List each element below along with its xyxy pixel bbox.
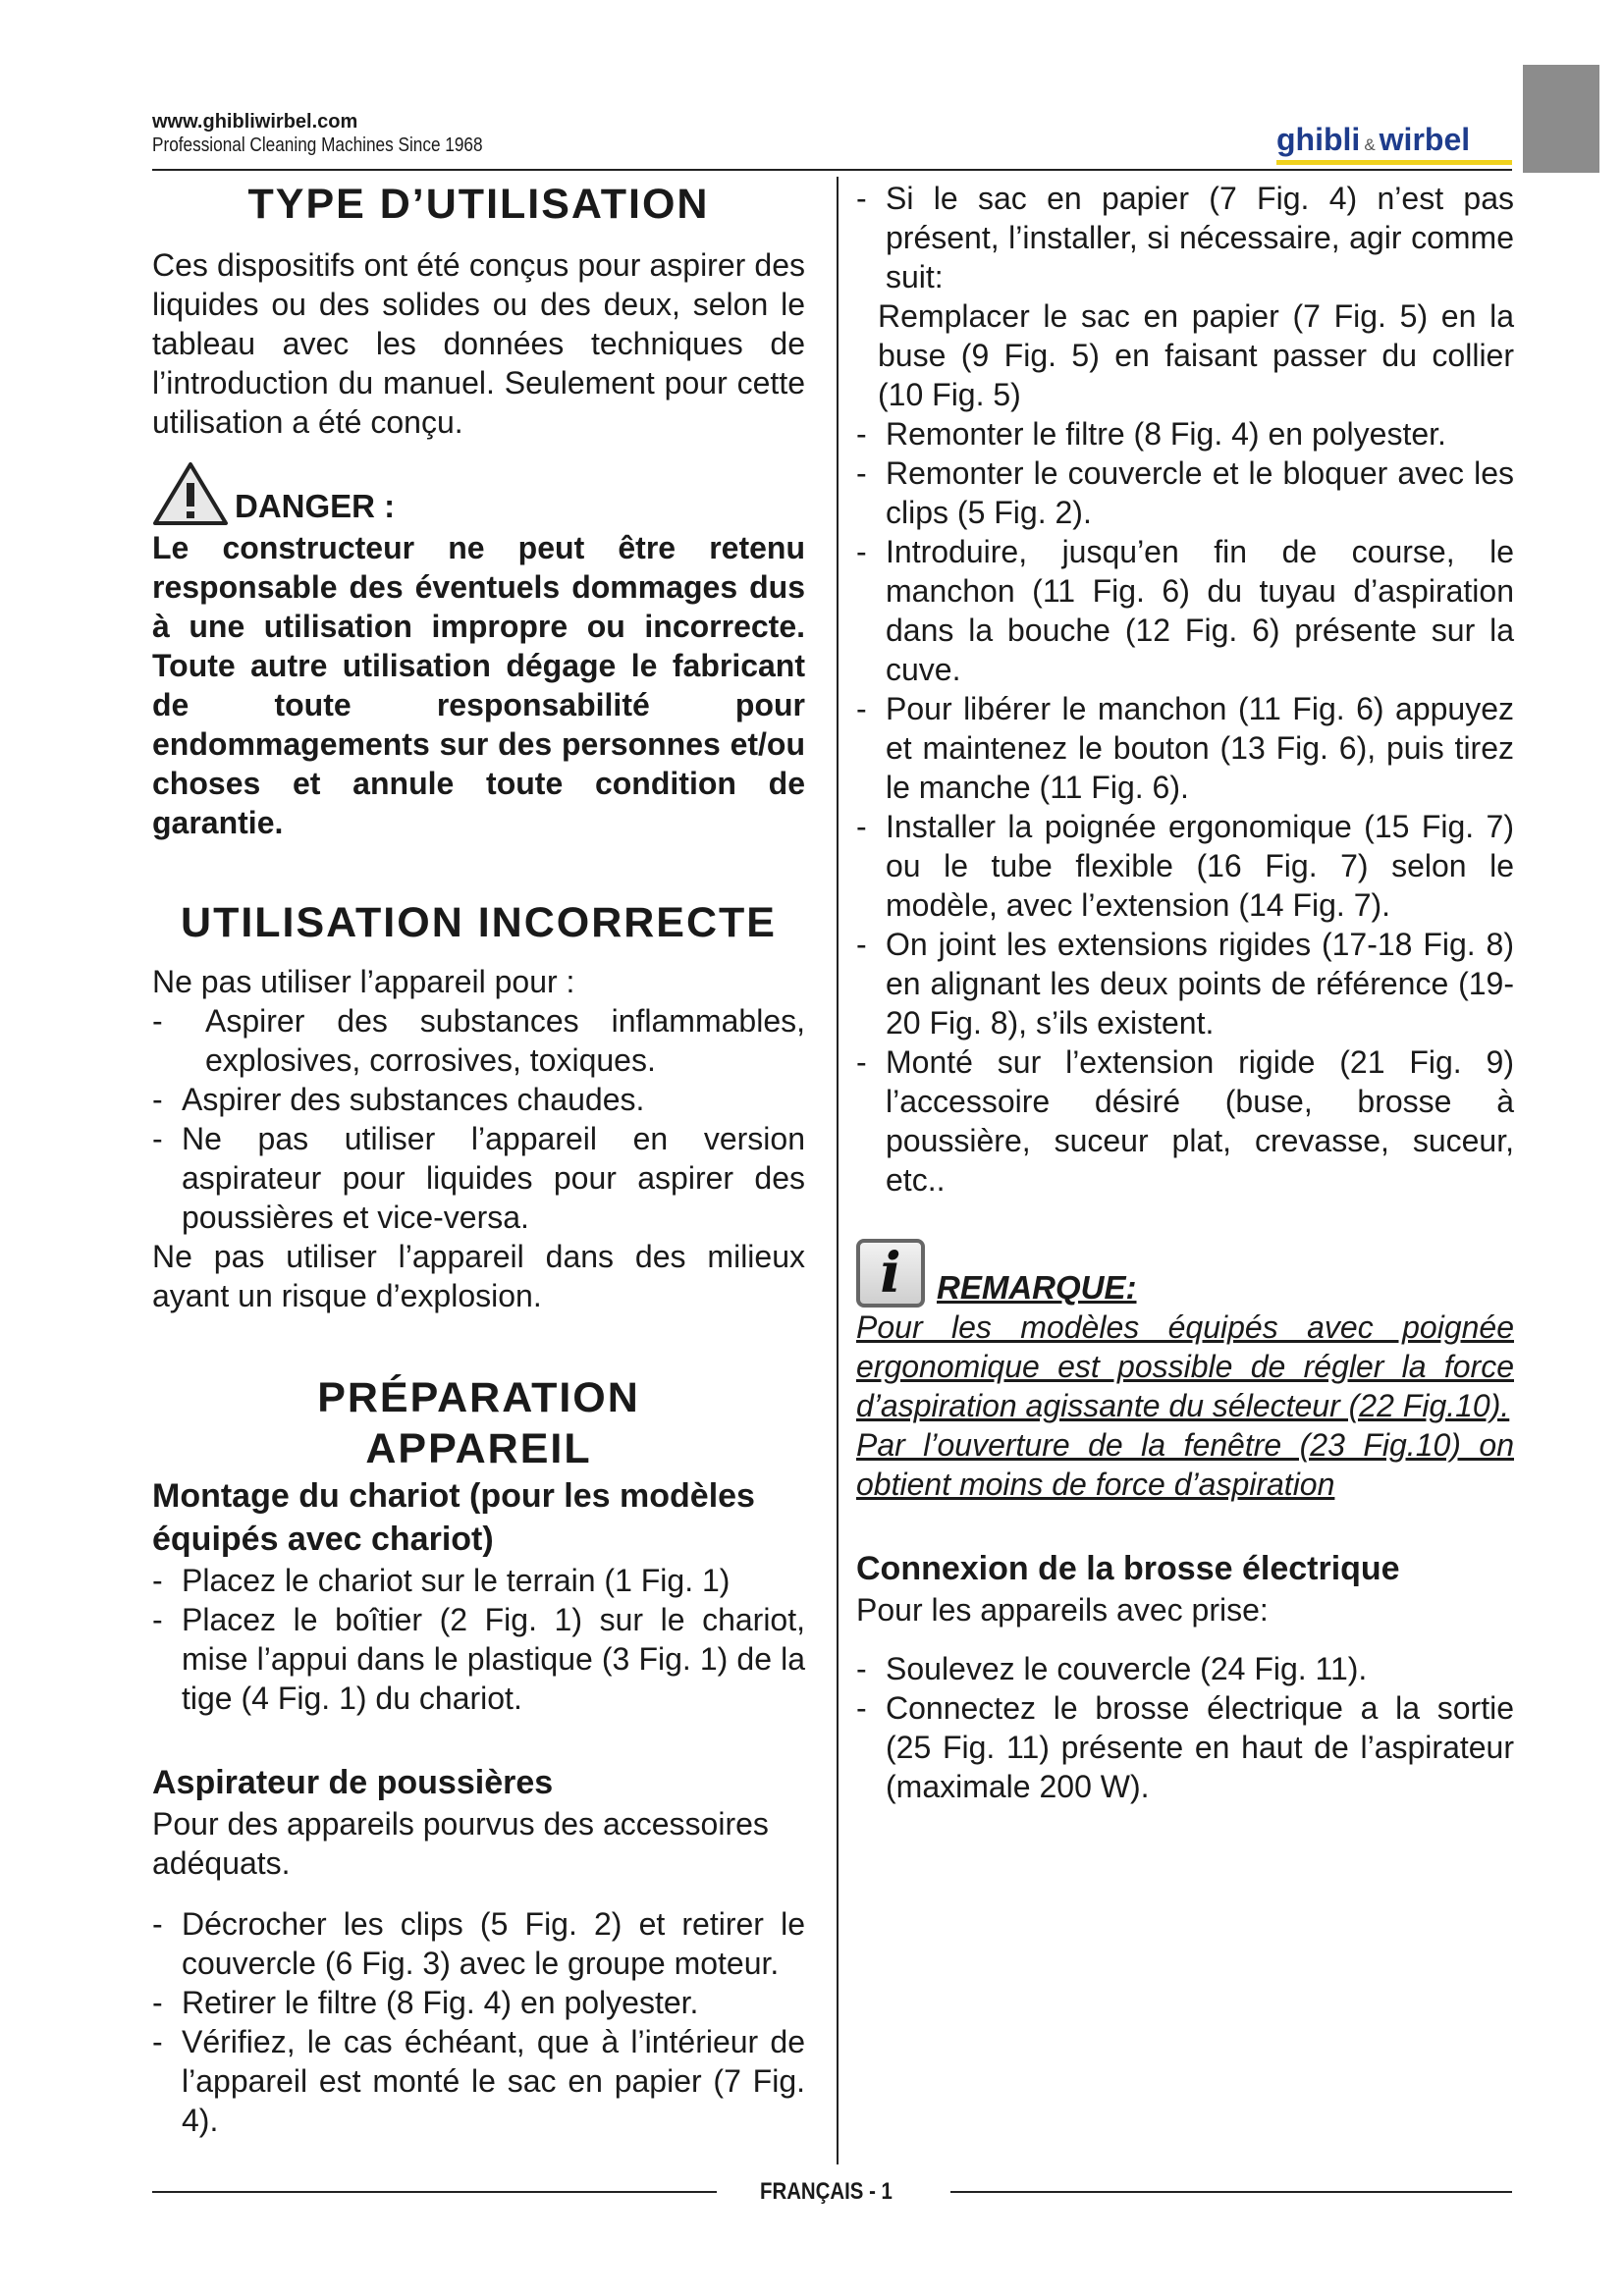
- list-item: - Décrocher les clips (5 Fig. 2) et retirer le couvercle (6 Fig. 3) avec le groupe moteur.: [152, 1906, 805, 1981]
- logo-amp: &: [1364, 135, 1376, 154]
- list-item: - Connectez le brosse électrique a la sortie (25 Fig. 11) présente en haut de l’aspirateur (maximale 200 W).: [856, 1690, 1514, 1804]
- list-item: - Aspirer des substances chaudes.: [152, 1082, 645, 1117]
- danger-label: DANGER :: [235, 488, 396, 524]
- list-item: - Remonter le couvercle et le bloquer avec les clips (5 Fig. 2).: [856, 455, 1514, 530]
- website-url: www.ghibliwirbel.com: [152, 111, 358, 133]
- list-item: - Pour libérer le manchon (11 Fig. 6) appuyez et maintenez le bouton (13 Fig. 6), puis tirez le manche (11 Fig. 6).: [856, 691, 1514, 805]
- list-item: - Placez le chariot sur le terrain (1 Fig. 1): [152, 1563, 731, 1598]
- list-item: - Vérifiez, le cas échéant, que à l’intérieur de l’appareil est monté le sac en papier (7 Fig. 4).: [152, 2024, 805, 2138]
- dust-intro: Pour des appareils pourvus des accessoires adéquats.: [152, 1806, 769, 1881]
- right-column: [856, 179, 1514, 1806]
- incorrect-title: UTILISATION INCORRECTE: [181, 899, 777, 946]
- brush-intro: Pour les appareils avec prise:: [856, 1592, 1269, 1628]
- remark-text-1: Pour les modèles équipés avec poignée ergonomique est possible de régler la force d’aspiration agissante du sélecteur (22 Fig.10).: [856, 1309, 1514, 1423]
- prep-title-1: PRÉPARATION: [317, 1374, 640, 1421]
- dust-title: Aspirateur de poussières: [152, 1764, 554, 1801]
- list-item: - Introduire, jusqu’en fin de course, le manchon (11 Fig. 6) du tuyau d’aspiration dans la bouche (12 Fig. 6) présente sur la cuve.: [856, 534, 1514, 687]
- prep-title-2: APPAREIL: [365, 1425, 592, 1472]
- logo-underline: [1276, 160, 1512, 165]
- logo-left: ghibli: [1276, 122, 1361, 157]
- remark-text-2: Par l’ouverture de la fenêtre (23 Fig.10) on obtient moins de force d’aspiration: [856, 1427, 1514, 1502]
- incorrect-intro: Ne pas utiliser l’appareil pour :: [152, 964, 575, 999]
- list-item: - Remonter le filtre (8 Fig. 4) en polyester.: [856, 416, 1446, 452]
- header-rule: [152, 169, 1512, 171]
- info-icon: i: [856, 1239, 925, 1308]
- list-item: - Placez le boîtier (2 Fig. 1) sur le chariot, mise l’appui dans le plastique (3 Fig. 1) de la tige (4 Fig. 1) du chariot.: [152, 1602, 805, 1716]
- list-item: - Installer la poignée ergonomique (15 Fig. 7) ou le tube flexible (16 Fig. 7) selon le modèle, avec l’extension (14 Fig. 7).: [856, 809, 1514, 923]
- list-item: - Ne pas utiliser l’appareil en version aspirateur pour liquides pour aspirer des poussières et vice-versa.: [152, 1121, 805, 1235]
- company-tagline: Professional Cleaning Machines Since 1968: [152, 134, 483, 156]
- type-body: Ces dispositifs ont été conçus pour aspirer des liquides ou des solides ou des deux, selon le tableau avec les données techniques de l’introduction du manuel. Seulement pour cette utilisation a été conçu.: [152, 247, 805, 440]
- warning-icon: [152, 461, 229, 526]
- brand-logo: [1276, 122, 1470, 158]
- footer-rule-right: [950, 2191, 1512, 2193]
- footer-rule-left: [152, 2191, 717, 2193]
- chariot-title: Montage du chariot (pour les modèles équipés avec chariot): [152, 1477, 755, 1558]
- remark-label: REMARQUE:: [937, 1269, 1137, 1306]
- remark-header: [856, 1239, 1514, 1308]
- incorrect-outro: Ne pas utiliser l’appareil dans des milieux ayant un risque d’explosion.: [152, 1239, 805, 1313]
- list-item: - Retirer le filtre (8 Fig. 4) en polyester.: [152, 1985, 699, 2020]
- type-title: TYPE D’UTILISATION: [247, 181, 710, 228]
- logo-right: wirbel: [1379, 122, 1471, 157]
- left-column: [152, 179, 805, 2140]
- section-tab: [1523, 65, 1599, 173]
- list-item: - Aspirer des substances inflammables, explosives, corrosives, toxiques.: [152, 1003, 805, 1078]
- list-item: - Si le sac en papier (7 Fig. 4) n’est pas présent, l’installer, si nécessaire, agir comme suit:: [856, 181, 1514, 294]
- list-item: - On joint les extensions rigides (17-18 Fig. 8) en alignant les deux points de référence (19-20 Fig. 8), s’ils existent.: [856, 927, 1514, 1041]
- column-divider: [837, 177, 839, 2164]
- danger-body: Le constructeur ne peut être retenu responsable des éventuels dommages dus à une utilisation impropre ou incorrecte. Toute autre utilisation dégage le fabricant de toute responsabilité pour endommagements sur des personnes et/ou choses et annule toute condition de garantie.: [152, 530, 805, 840]
- list-item: - Soulevez le couvercle (24 Fig. 11).: [856, 1651, 1368, 1686]
- brush-title: Connexion de la brosse électrique: [856, 1550, 1400, 1587]
- danger-header: [152, 461, 805, 526]
- list-item: - Monté sur l’extension rigide (21 Fig. 9) l’accessoire désiré (buse, brosse à poussière, suceur plat, crevasse, suceur, etc..: [856, 1044, 1514, 1198]
- page-number: FRANÇAIS - 1: [760, 2178, 893, 2205]
- note-paper-bag: Remplacer le sac en papier (7 Fig. 5) en la buse (9 Fig. 5) en faisant passer du collier (10 Fig. 5): [878, 298, 1514, 412]
